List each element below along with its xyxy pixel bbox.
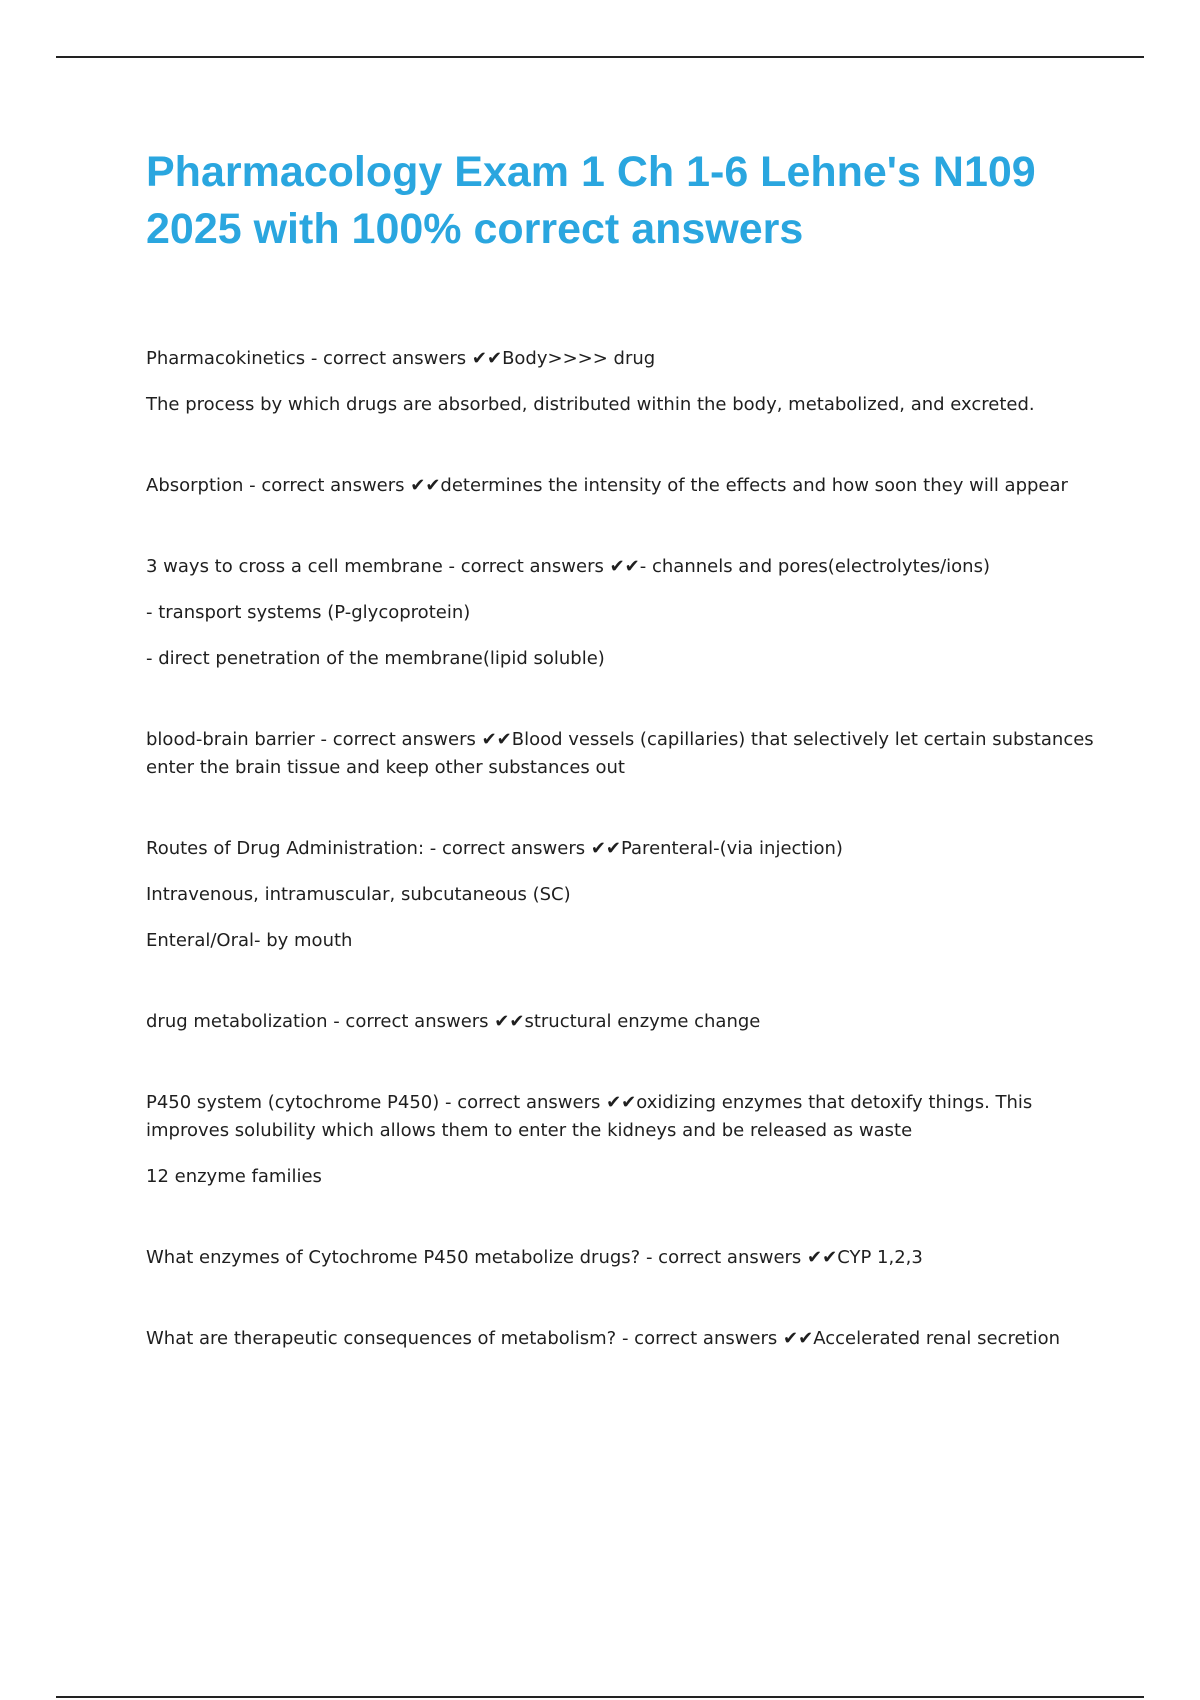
- qa-term: drug metabolization: [146, 1011, 328, 1032]
- answer-separator: - correct answers ✔✔: [243, 475, 441, 496]
- qa-extra-line: - direct penetration of the membrane(lipid soluble): [146, 648, 605, 669]
- qa-term: Routes of Drug Administration:: [146, 838, 425, 859]
- answer-separator: - correct answers ✔✔: [305, 348, 503, 369]
- qa-answer: oxidizing enzymes that detoxify things. This improves solubility which allows them to enter the kidneys and be released as waste: [146, 1092, 1033, 1141]
- qa-entry: [146, 472, 1096, 500]
- answer-separator: - correct answers ✔✔: [424, 838, 621, 859]
- qa-extra-line: - transport systems (P-glycoprotein): [146, 602, 471, 623]
- qa-question-line: [146, 1008, 1096, 1036]
- qa-term: 3 ways to cross a cell membrane: [146, 556, 443, 577]
- qa-term: What are therapeutic consequences of metabolism?: [146, 1328, 617, 1349]
- qa-answer: structural enzyme change: [524, 1011, 761, 1032]
- qa-entry: [146, 1244, 1096, 1272]
- qa-term: blood-brain barrier: [146, 729, 315, 750]
- answer-separator: - correct answers ✔✔: [442, 556, 640, 577]
- qa-question-line: [146, 726, 1096, 782]
- qa-question-line: [146, 1089, 1096, 1145]
- qa-entry: [146, 835, 1096, 955]
- qa-term: Absorption: [146, 475, 244, 496]
- qa-term: Pharmacokinetics: [146, 348, 306, 369]
- qa-answer: determines the intensity of the effects and how soon they will appear: [440, 475, 1068, 496]
- answer-separator: - correct answers ✔✔: [640, 1247, 838, 1268]
- qa-answer: CYP 1,2,3: [837, 1247, 923, 1268]
- qa-answer: Body>>>> drug: [502, 348, 656, 369]
- qa-entry: [146, 726, 1096, 782]
- qa-answer: - channels and pores(electrolytes/ions): [639, 556, 990, 577]
- qa-entry: [146, 553, 1096, 673]
- qa-question-line: [146, 835, 1096, 863]
- qa-list: [146, 345, 1096, 1406]
- qa-entry: [146, 1325, 1096, 1353]
- qa-extra-line: Intravenous, intramuscular, subcutaneous (SC): [146, 884, 571, 905]
- qa-extra-line: Enteral/Oral- by mouth: [146, 930, 353, 951]
- answer-separator: - correct answers ✔✔: [327, 1011, 525, 1032]
- bottom-rule: [56, 1696, 1144, 1698]
- answer-separator: - correct answers ✔✔: [439, 1092, 637, 1113]
- qa-term: What enzymes of Cytochrome P450 metabolize drugs?: [146, 1247, 641, 1268]
- top-rule: [56, 56, 1144, 58]
- answer-separator: - correct answers ✔✔: [616, 1328, 814, 1349]
- document-title: Pharmacology Exam 1 Ch 1-6 Lehne's N109 2025 with 100% correct answers: [146, 148, 1036, 253]
- qa-entry: [146, 345, 1096, 419]
- qa-answer: Parenteral-(via injection): [620, 838, 843, 859]
- qa-term: P450 system (cytochrome P450): [146, 1092, 440, 1113]
- qa-answer: Blood vessels (capillaries) that selectively let certain substances enter the brain tissue and keep other substances out: [146, 729, 1094, 778]
- qa-answer: Accelerated renal secretion: [813, 1328, 1060, 1349]
- answer-separator: - correct answers ✔✔: [314, 729, 512, 750]
- qa-extra-line: The process by which drugs are absorbed, distributed within the body, metabolized, and excreted.: [146, 394, 1035, 415]
- qa-extra-line: 12 enzyme families: [146, 1166, 322, 1187]
- qa-question-line: [146, 472, 1096, 500]
- qa-question-line: [146, 553, 1096, 581]
- qa-question-line: [146, 1325, 1096, 1353]
- qa-question-line: [146, 345, 1096, 373]
- qa-entry: [146, 1008, 1096, 1036]
- qa-question-line: [146, 1244, 1096, 1272]
- qa-entry: [146, 1089, 1096, 1191]
